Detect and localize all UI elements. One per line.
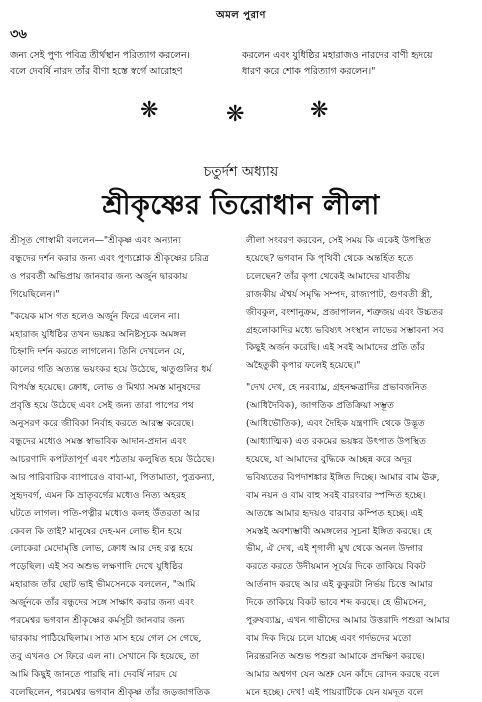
text-line: পড়েছিল। এই সব অশুভ লক্ষণাদি দেখে যুধিষ্ঠির: [10, 561, 183, 573]
text-line: নিরন্তরনিত অশুভ পশুরা আমাকে প্রদক্ষিণ করছে।: [246, 650, 425, 662]
text-line: (আধিদৈবিক), জাগতিক প্রতিক্রিয়া সম্ভূত: [246, 400, 395, 412]
text-line: অর্জুনকে তাঁর বন্ধুদের সঙ্গে সাক্ষাৎ করার জন্য এবং: [10, 597, 195, 609]
text-line: কেবল কি তাই? মানুষের দেহ-মন লোভ হীন হয়ে: [10, 525, 182, 537]
text-line: "দেখ দেখ, হে নরব্যাঘ্র, গ্রহনক্ষত্রাদির প্রভাবজনিত: [246, 382, 428, 394]
right-text-column: [246, 232, 474, 702]
text-line: বলেছিলেন, পরমেশ্বর ভগবান শ্রীকৃষ্ণ তাঁর জড়জাগতিক: [10, 686, 211, 698]
top-text-left-column: [10, 48, 232, 79]
text-line: করতে করতে উদীয়মান সূর্যের দিকে তাকিয়ে বিকট: [246, 561, 426, 573]
text-line: মনে হচ্ছে। দেখ! এই পায়রাটিকে যেন যমদূত বলে: [246, 686, 424, 698]
text-line: আর্তনাদ করছে আর এই কুকুরটা নির্ভয় চিত্তে আমার: [246, 579, 433, 591]
text-line: লীলা সংবরণ করবেন, সেই সময় কি একেই উপস্থিত: [246, 235, 431, 246]
running-title: অমল পুরাণ: [216, 10, 266, 21]
text-line: দিকে তাকিয়ে বিকট ভাবে শব্দ করছে। হে ভীমসেন,: [246, 597, 427, 609]
text-line: রাজকীয় ঐশ্বর্য সমৃদ্ধি সম্পদ, রাজ্যপাট, গুণবতী স্ত্রী,: [246, 288, 433, 300]
text-line: হয়েছে? ভগবান কি পৃথিবী থেকে অন্তর্হিত হতে: [246, 252, 414, 264]
text-line: পুরুষব্যাঘ্র, এখন গাভীদের আমার উত্তরাদি পশুরা আমার: [246, 615, 450, 627]
text-line: চলেছেন? তাঁর কৃপা থেকেই আমাদের যাবতীয়: [246, 270, 411, 282]
text-line: গিয়েছিলেন।": [10, 288, 60, 300]
text-line: দ্বারকায় পাঠিয়েছিলাম। সাত মাস হয়ে গেল সে গেছে,: [10, 632, 202, 644]
text-line: বলে দেবর্ষি নারদ তাঁর বীণা হস্তে স্বর্গে আরোহণ: [10, 65, 183, 77]
text-line: বাম দিক দিয়ে চলে যাচ্ছে এবং গর্দভদের মতো: [246, 632, 412, 644]
text-line: বাম নয়ন ও বাম বাহু সবই বারংবার স্পন্দিত হচ্ছে।: [246, 489, 426, 501]
text-line: ও পরবর্তী অভিপ্রায় জানবার জন্য অর্জুন দ্বারকায়: [10, 270, 188, 282]
text-line: আমি কিছুই জানতে পারছি না। দেবর্ষি নারদ যে: [10, 668, 178, 680]
text-line: লোকেরা মেদোমৃত্তি লোভ, ক্রোধ আর দেহ রত্ন হয়ে: [10, 543, 193, 555]
text-line: করলেন এবং যুধিষ্ঠির মহারাজও নারদের বাণী হৃদয়ে: [242, 50, 433, 61]
text-line: বিপর্যস্ত হয়েছে। ক্রোধ, লোভ ও মিথ্যা সমস্ত মানুষদের: [10, 382, 201, 394]
text-line: গ্রহলোকাদির মধ্যে ভবিষ্যৎ সংস্থান লাভের সম্ভাবনা সব: [246, 324, 444, 336]
text-line: প্রবৃত্তি হয়ে উঠেছে এবং সেই জন্য তারা পাপের পথ: [10, 400, 194, 412]
left-text-column: [10, 232, 232, 702]
text-line: ভীম, ঐ দেখ, এই শৃগালী মুখ থেকে অনল উদ্গার: [246, 543, 423, 555]
ornament-icon: ❋: [226, 102, 245, 127]
text-line: মহারাজ তাঁর ছোট ভাই ভীমসেনকে বললেন, "আমি: [10, 579, 196, 591]
ornament-icon: ❋: [140, 98, 159, 123]
ornament-icon: ❋: [310, 98, 329, 123]
text-line: কিছুই অর্জন করেছি। এই সবই আমাদের প্রতি তাঁর: [246, 342, 425, 354]
text-line: তবু এখনও সে ফিরে এল না। সেখানে কি হয়েছে, তা: [10, 650, 200, 662]
text-line: জন্য সেই পুণ্য পবিত্র তীর্থস্থান পরিত্যাগ করলেন।: [10, 50, 190, 61]
text-line: অহৈতুকী কৃপার ফলেই হয়েছে।": [246, 360, 361, 372]
text-line: অনুসরণ করে জীবিকা নির্বাহ করতে আরম্ভ করেছে।: [10, 418, 195, 430]
text-line: ঘটতে লাগল। পতি-পত্নীর মধ্যেও কলহ উঁতরতা আর: [10, 507, 200, 519]
chapter-title: শ্রীকৃষ্ণের তিরোধান লীলা: [102, 190, 380, 221]
text-line: চিহ্নাদি দর্শন করতে লাগলেন। তিনি দেখলেন যে,: [10, 346, 185, 358]
text-line: বন্ধুদের মধ্যেও সমস্ত স্বাভাবিক আদান-প্রদান এবং: [10, 435, 187, 447]
text-line: শ্রীসূত গোস্বামী বললেন—"শ্রীকৃষ্ণ এবং অন্যান্য: [10, 235, 181, 246]
text-line: মহারাজ যুধিষ্ঠির তখন ভয়ঙ্কর অনিষ্টসূচক অমঙ্গল: [10, 328, 187, 340]
chapter-heading: চতুর্দশ অধ্যায়: [203, 164, 279, 180]
text-line: "কয়েক মাস গত হলেও অর্জুন ফিরে এলেন না।: [10, 310, 180, 322]
page-number: ৩৬: [10, 27, 27, 42]
text-line: জীবকুল, বংশানুক্রম, প্রজাপালন, শত্রুজয় এবং উচ্চতর: [246, 306, 444, 318]
text-line: বন্ধুদের দর্শন করার জন্য এবং পুণ্যশ্লোক শ্রীকৃষ্ণের চরিত্র: [10, 252, 210, 264]
text-line: কালের গতি অত্যন্ত ভয়ংকর হয়ে উঠেছে, ঋতুগুলির ধর্ম: [10, 364, 212, 376]
text-line: সমস্তই অবশ্যম্ভাবী অমঙ্গলের সূচনা ইঙ্গিত করছে। হে: [246, 525, 432, 537]
text-line: হয়েছে, যা আমাদের বুদ্ধিকে আচ্ছন্ন করে অদূর: [246, 453, 412, 465]
text-line: (আধ্যাত্মিক) এত রকমের ভয়ঙ্কর উৎপাত উপস্থিত: [246, 435, 427, 447]
text-line: আতঙ্কে আমার হৃদয়ও বারবার কম্পিত হচ্ছে। এই: [246, 507, 423, 519]
text-line: আর পারিবারিক ব্যাপারেও বাবা-মা, পিতামাতা, পুত্রকন্যা,: [10, 471, 215, 483]
text-line: ভবিষ্যতের বিপদাশঙ্কার ইঙ্গিত দিচ্ছে। আমার বাম ঊরু,: [246, 471, 440, 483]
text-line: (আধিভৌতিক), এবং দৈহিক যন্ত্রণাদি থেকে উদ্ভূত: [246, 418, 425, 430]
top-text-right-column: [242, 48, 470, 79]
text-line: আচরণাদি কপটতাপূর্ণ এবং শঠতায় কলুষিত হয়ে উঠেছে।: [10, 453, 215, 465]
text-line: আমার অশ্বগণ যেন অশ্রু যেন কাঁদে রোদন করছে বলে: [246, 668, 440, 680]
text-line: ধারণ করে শোক পরিত্যাগ করলেন।": [242, 65, 376, 77]
text-line: সুহৃদবর্গ, এমন কি ভ্রাতৃবর্গের মধ্যেও নিত্য অহরহ: [10, 489, 186, 501]
text-line: পরমেশ্বর ভগবান শ্রীকৃষ্ণের কর্মসূচী জানবার জন্য: [10, 615, 185, 627]
